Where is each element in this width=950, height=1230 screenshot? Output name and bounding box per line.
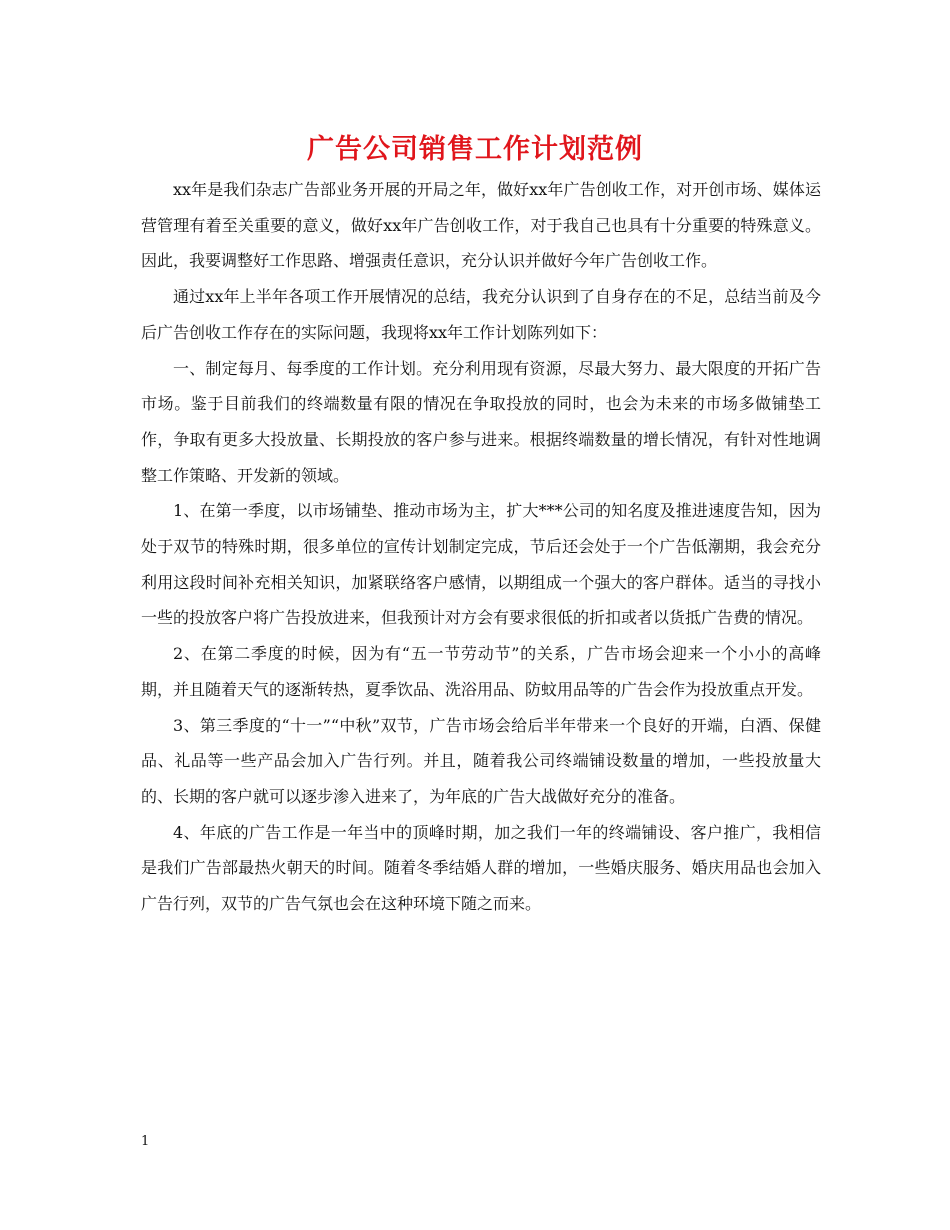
paragraph-q3: 3、第三季度的“十一”“中秋”双节，广告市场会给后半年带来一个良好的开端，白酒、保健品、礼品等一些产品会加入广告行列。并且，随着我公司终端铺设数量的增加，一些投放量大的、长期的客户就可以逐步渗入进来了，为年底的广告大战做好充分的准备。 — [141, 715, 821, 806]
document-title: 广告公司销售工作计划范例 — [307, 134, 643, 165]
paragraph-plan-overview: 一、制定每月、每季度的工作计划。充分利用现有资源，尽最大努力、最大限度的开拓广告市场。鉴于目前我们的终端数量有限的情况在争取投放的同时，也会为未来的市场多做铺垫工作，争取有更多大投放量、长期投放的客户参与进来。根据终端数量的增长情况，有针对性地调整工作策略、开发新的领域。 — [141, 358, 821, 485]
paragraph-intro: xx年是我们杂志广告部业务开展的开局之年，做好xx年广告创收工作，对开创市场、媒体运营管理有着至关重要的意义，做好xx年广告创收工作，对于我自己也具有十分重要的特殊意义。因此，我要调整好工作思路、增强责任意识，充分认识并做好今年广告创收工作。 — [141, 180, 821, 271]
document-body — [141, 172, 821, 922]
paragraph-summary: 通过xx年上半年各项工作开展情况的总结，我充分认识到了自身存在的不足，总结当前及今后广告创收工作存在的实际问题，我现将xx年工作计划陈列如下： — [141, 287, 821, 342]
paragraph-q2: 2、在第二季度的时候，因为有“五一节劳动节”的关系，广告市场会迎来一个小小的高峰期，并且随着天气的逐渐转热，夏季饮品、洗浴用品、防蚊用品等的广告会作为投放重点开发。 — [141, 644, 821, 699]
page-number: 1 — [141, 1134, 150, 1149]
paragraph-q1: 1、在第一季度，以市场铺垫、推动市场为主，扩大***公司的知名度及推进速度告知，因为处于双节的特殊时期，很多单位的宣传计划制定完成，节后还会处于一个广告低潮期，我会充分利用这段时间补充相关知识，加紧联络客户感情，以期组成一个强大的客户群体。适当的寻找小一些的投放客户将广告投放进来，但我预计对方会有要求很低的折扣或者以货抵广告费的情况。 — [141, 501, 821, 628]
paragraph-year-end: 4、年底的广告工作是一年当中的顶峰时期，加之我们一年的终端铺设、客户推广，我相信是我们广告部最热火朝天的时间。随着冬季结婚人群的增加，一些婚庆服务、婚庆用品也会加入广告行列，双节的广告气氛也会在这种环境下随之而来。 — [141, 822, 821, 914]
